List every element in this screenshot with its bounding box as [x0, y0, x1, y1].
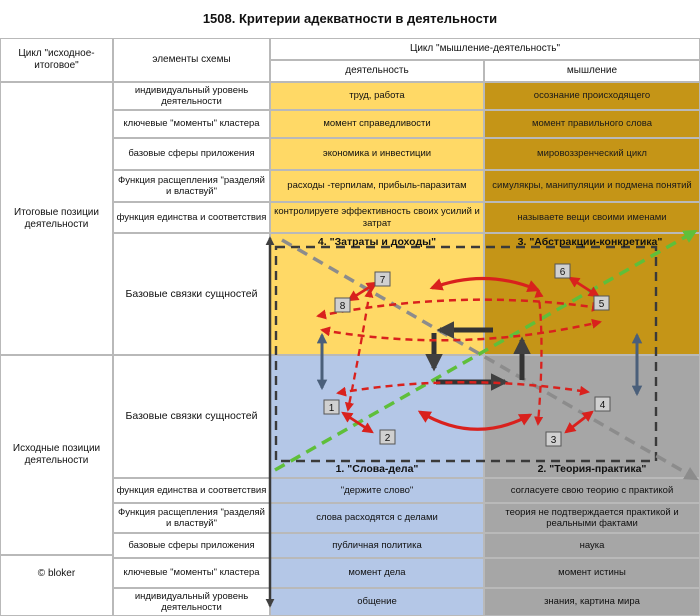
gray-diagonal-arrow	[282, 240, 695, 478]
thinking-cell: момент правильного слова	[484, 110, 700, 138]
thinking-cell: согласуете свою теорию с практикой	[484, 478, 700, 503]
row-label: Функция расщепления "разделяй и властвуй"	[113, 170, 270, 202]
page-title: 1508. Критерии адекватности в деятельности	[202, 11, 498, 27]
number-box-7	[375, 272, 390, 286]
activity-cell: общение	[270, 588, 484, 616]
links-label-bottom: Базовые связки сущностей	[113, 355, 270, 478]
activity-cell: слова расходятся с делами	[270, 503, 484, 533]
number-8: 8	[339, 301, 346, 312]
number-4: 4	[599, 400, 606, 411]
number-5: 5	[598, 299, 605, 310]
red-curve-bottom	[420, 412, 530, 429]
header-scheme-elements: элементы схемы	[113, 38, 270, 82]
header-thinking: мышление	[484, 60, 700, 82]
row-label: ключевые "моменты" кластера	[113, 110, 270, 138]
thinking-cell: симулякры, манипуляции и подмена понятий	[484, 170, 700, 202]
thinking-cell: мировоззренческий цикл	[484, 138, 700, 170]
activity-cell: расходы -терпилам, прибыль-паразитам	[270, 170, 484, 202]
row-label: Функция расщепления "разделяй и властвуй"	[113, 503, 270, 533]
thinking-cell: наука	[484, 533, 700, 558]
quadrant-3-label: 3. "Абстракции-конкретика"	[517, 236, 663, 248]
activity-cell: экономика и инвестиции	[270, 138, 484, 170]
quadrant-2-label: 2. "Теория-практика"	[537, 463, 647, 475]
red-curve-top	[432, 278, 538, 290]
thinking-cell: знания, картина мира	[484, 588, 700, 616]
number-6: 6	[559, 267, 566, 278]
number-box-4	[595, 397, 610, 411]
copyright-label: © bloker	[0, 555, 113, 616]
thinking-cell: называете вещи своими именами	[484, 202, 700, 233]
row-label: ключевые "моменты" кластера	[113, 558, 270, 588]
activity-cell: труд, работа	[270, 82, 484, 110]
red-arrow-1-2	[343, 413, 372, 432]
thinking-cell: осознание происходящего	[484, 82, 700, 110]
number-3: 3	[550, 435, 557, 446]
number-box-3	[546, 432, 561, 446]
activity-cell: момент справедливости	[270, 110, 484, 138]
row-label: функция единства и соответствия	[113, 478, 270, 503]
row-label: базовые сферы приложения	[113, 533, 270, 558]
red-arrow-3-4	[566, 412, 592, 432]
links-label-top: Базовые связки сущностей	[113, 233, 270, 355]
number-7: 7	[379, 275, 386, 286]
activity-cell: "держите слово"	[270, 478, 484, 503]
red-dashed-vertical-right	[538, 290, 542, 424]
number-box-2	[380, 430, 395, 444]
thinking-cell: теория не подтверждается практикой и реальными фактами	[484, 503, 700, 533]
number-box-8	[335, 298, 350, 312]
initial-positions-label: Исходные позиции деятельности	[0, 355, 113, 555]
number-2: 2	[384, 433, 391, 444]
activity-cell: контролируете эффективность своих усилий и затрат	[270, 202, 484, 233]
number-box-6	[555, 264, 570, 278]
quadrant-1-label: 1. "Слова-дела"	[335, 463, 419, 475]
thinking-cell: момент истины	[484, 558, 700, 588]
header-cycle-result: Цикл "исходное-итоговое"	[0, 38, 113, 82]
number-box-5	[594, 296, 609, 310]
activity-cell: публичная политика	[270, 533, 484, 558]
number-1: 1	[328, 403, 335, 414]
final-positions-label: Итоговые позиции деятельности	[0, 82, 113, 355]
header-cycle-thinking: Цикл "мышление-деятельность"	[270, 38, 700, 60]
number-box-1	[324, 400, 339, 414]
row-label: базовые сферы приложения	[113, 138, 270, 170]
activity-cell: момент дела	[270, 558, 484, 588]
quadrant-4-label: 4. "Затраты и доходы"	[317, 236, 437, 248]
row-label: индивидуальный уровень деятельности	[113, 588, 270, 616]
green-diagonal-arrow	[275, 232, 694, 470]
row-label: индивидуальный уровень деятельности	[113, 82, 270, 110]
header-activity: деятельность	[270, 60, 484, 82]
row-label: функция единства и соответствия	[113, 202, 270, 233]
